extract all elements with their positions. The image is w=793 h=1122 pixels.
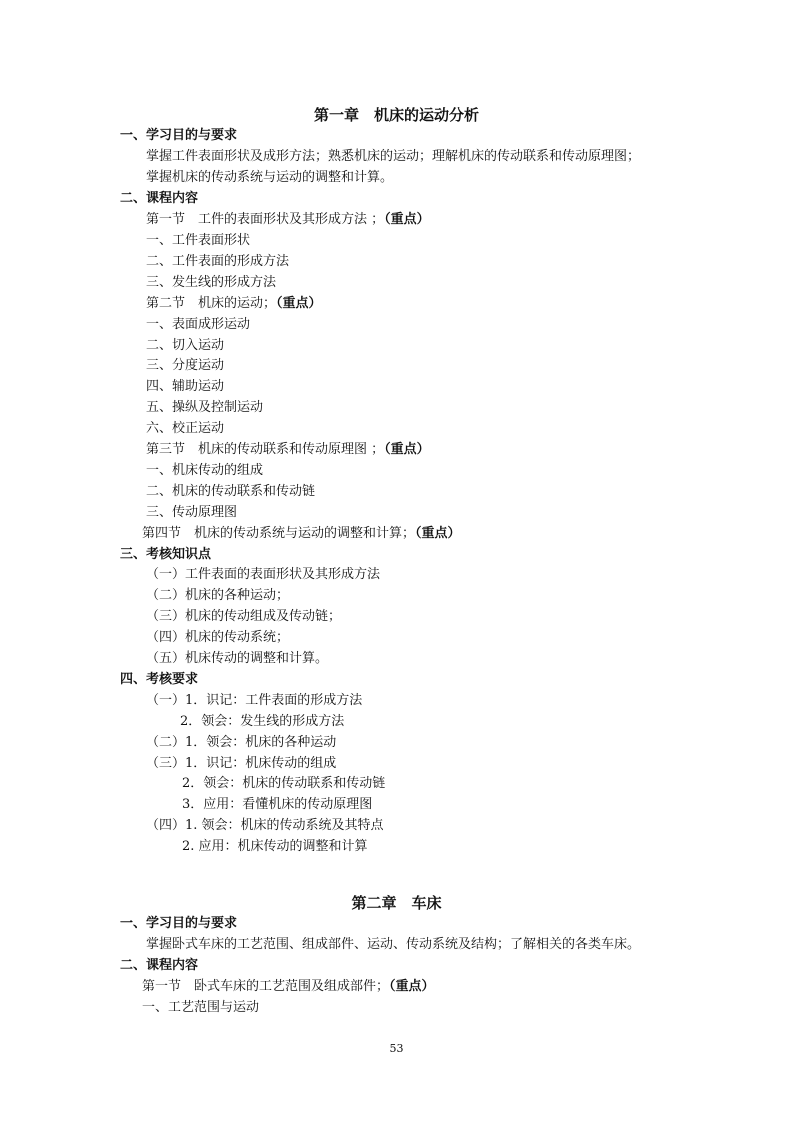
ch1-sec2: [146, 295, 322, 313]
ch1-sec2-text: 第二节 机床的运动；: [146, 296, 277, 311]
ch1-sec1-item-1: 一、工件表面形状: [146, 233, 251, 248]
ch1-sec1-item-2: 二、工件表面的形成方法: [146, 254, 290, 269]
ch1-req-8: 2. 应用：机床传动的调整和计算: [182, 839, 368, 854]
ch1-sec3-item-2: 二、机床的传动联系和传动链: [146, 484, 316, 499]
ch1-req-1: （一）1．识记：工件表面的形成方法: [146, 693, 363, 708]
ch1-s3-heading: 三、考核知识点: [120, 547, 212, 562]
ch1-sec3-text: 第三节 机床的传动联系和传动原理图 ；: [146, 442, 385, 457]
page-number: 53: [389, 1042, 404, 1055]
ch1-sec2-item-3: 三、分度运动: [146, 358, 225, 373]
ch1-req-3: （二）1．领会：机床的各种运动: [146, 735, 337, 750]
ch1-sec2-item-5: 五、操纵及控制运动: [146, 400, 264, 415]
ch1-sec3: [146, 441, 430, 459]
ch1-req-7: （四）1. 领会：机床的传动系统及其特点: [146, 818, 384, 833]
ch1-sec4-mark: （重点）: [415, 526, 461, 541]
ch1-sec2-item-2: 二、切入运动: [146, 338, 225, 353]
ch2-s1-text-1: 掌握卧式车床的工艺范围、组成部件、运动、传动系统及结构；了解相关的各类车床。: [146, 937, 641, 952]
ch2-sec1-mark: （重点）: [389, 979, 435, 994]
ch2-sec1-text: 第一节 卧式车床的工艺范围及组成部件；: [142, 979, 390, 994]
ch1-sec3-item-1: 一、机床传动的组成: [146, 463, 264, 478]
ch1-s3-item-4: （四）机床的传动系统；: [146, 630, 290, 645]
ch1-s3-item-2: （二）机床的各种运动；: [146, 588, 290, 603]
ch1-sec3-mark: （重点）: [384, 442, 430, 457]
ch1-req-6: 3．应用：看懂机床的传动原理图: [182, 797, 373, 812]
ch1-s1-text-2: 掌握机床的传动系统与运动的调整和计算。: [146, 170, 394, 185]
ch1-sec4-text: 第四节 机床的传动系统与运动的调整和计算；: [142, 526, 416, 541]
ch2-s1-heading: 一、学习目的与要求: [120, 916, 238, 931]
ch2-sec1-item-1: 一、工艺范围与运动: [142, 1000, 260, 1015]
ch2-sec1: [142, 978, 435, 996]
ch1-sec1-item-3: 三、发生线的形成方法: [146, 275, 277, 290]
ch1-s1-text-1: 掌握工件表面形状及成形方法；熟悉机床的运动；理解机床的传动联系和传动原理图；: [146, 149, 641, 164]
ch1-sec2-item-6: 六、校正运动: [146, 421, 225, 436]
ch1-sec2-mark: （重点）: [276, 296, 322, 311]
ch1-sec2-item-1: 一、表面成形运动: [146, 317, 251, 332]
ch1-sec4: [142, 525, 461, 543]
ch1-s3-item-5: （五）机床传动的调整和计算。: [146, 651, 329, 666]
ch1-sec1-text: 第一节 工件的表面形状及其形成方法 ；: [146, 212, 385, 227]
ch1-s3-item-3: （三）机床的传动组成及传动链；: [146, 609, 342, 624]
ch1-req-4: （三）1．识记：机床传动的组成: [146, 756, 337, 771]
chapter2-title: 第二章 车床: [351, 894, 442, 912]
ch1-s2-heading: 二、课程内容: [120, 191, 199, 206]
ch1-s3-item-1: （一）工件表面的表面形状及其形成方法: [146, 567, 381, 582]
ch1-req-2: 2．领会：发生线的形成方法: [180, 714, 345, 729]
ch1-sec1: [146, 211, 430, 229]
ch1-s1-heading: 一、学习目的与要求: [120, 128, 238, 143]
chapter1-title: 第一章 机床的运动分析: [313, 106, 479, 124]
ch1-sec2-item-4: 四、辅助运动: [146, 379, 225, 394]
ch1-sec3-item-3: 三、传动原理图: [146, 505, 238, 520]
ch1-sec1-mark: （重点）: [384, 212, 430, 227]
ch1-s4-heading: 四、考核要求: [120, 672, 199, 687]
ch1-req-5: 2．领会：机床的传动联系和传动链: [182, 776, 386, 791]
ch2-s2-heading: 二、课程内容: [120, 958, 199, 973]
